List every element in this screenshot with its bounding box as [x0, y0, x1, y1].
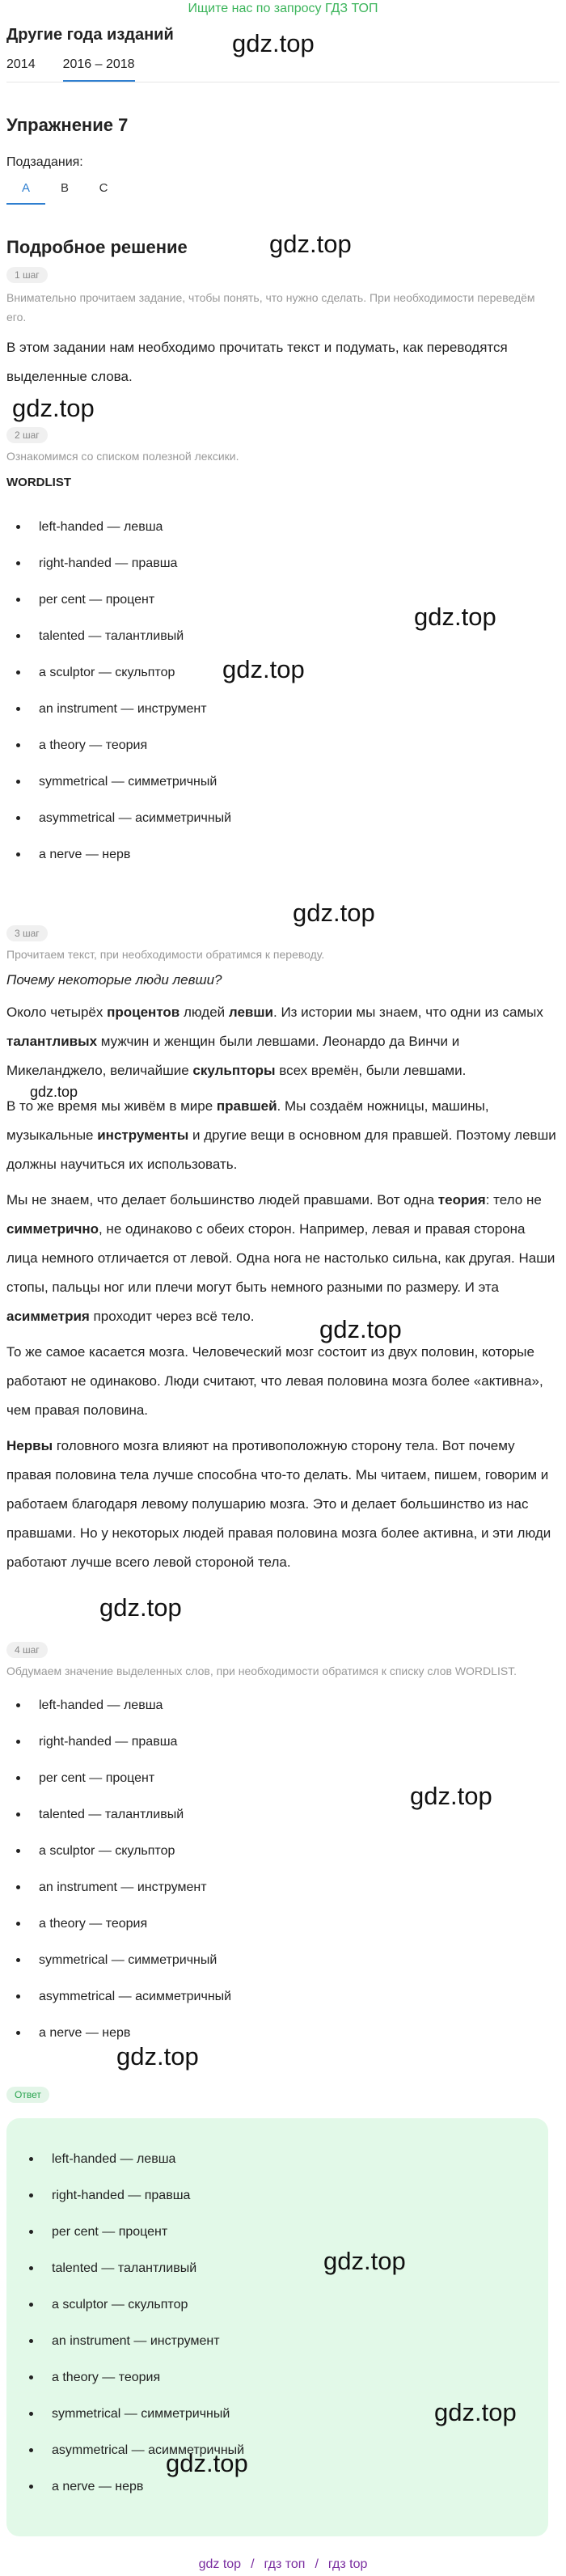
list-item: asymmetrical — асимметричный	[19, 2432, 548, 2468]
wordlist-1	[6, 509, 556, 873]
step-badge: 3 шаг	[6, 925, 48, 941]
list-item: a nerve — нерв	[6, 2015, 556, 2051]
footer-separator: /	[315, 2557, 319, 2571]
footer-links	[0, 2557, 566, 2572]
paragraph-5: Нервы головного мозга влияют на противоположную сторону тела. Вот почему правая половина тела лучше способна что-то делать. Мы читаем, пишем, говорим и работаем благодаря левому полушарию мозга. Это и делает большинство из нас правшами. Но у некоторых людей правая половина мозга более активна, и эти люди работают лучше всего левой стороной тела.	[6, 1438, 551, 1570]
step-3	[6, 925, 556, 1577]
list-item: a nerve — нерв	[19, 2468, 548, 2505]
list-item: talented — талантливый	[6, 618, 556, 654]
step-1	[6, 267, 556, 391]
footer-link[interactable]: gdz top	[198, 2557, 242, 2571]
years-selector	[6, 57, 566, 82]
step-hint: Внимательно прочитаем задание, чтобы понять, что нужно сделать. При необходимости переведём его.	[6, 291, 535, 324]
watermark: gdz.top	[99, 1593, 182, 1622]
footer-separator: /	[251, 2557, 255, 2571]
step-hint: Обдумаем значение выделенных слов, при необходимости обратимся к списку слов WORDLIST.	[6, 1664, 517, 1677]
list-item: a sculptor — скульптор	[19, 2286, 548, 2323]
wordlist-2	[6, 1687, 556, 2051]
watermark: gdz.top	[116, 2042, 199, 2071]
step-badge: 1 шаг	[6, 267, 48, 283]
top-banner[interactable]: Ищите нас по запросу ГДЗ ТОП	[188, 2, 378, 15]
list-item: per cent — процент	[19, 2214, 548, 2250]
watermark: gdz.top	[232, 29, 315, 57]
list-item: a theory — теория	[6, 1906, 556, 1942]
watermark: gdz.top	[434, 2398, 517, 2426]
answer-wordlist	[6, 2141, 548, 2505]
footer-link[interactable]: гдз top	[327, 2557, 368, 2571]
tab-c[interactable]: C	[99, 181, 108, 195]
list-item: right-handed — правша	[19, 2177, 548, 2214]
list-item: left-handed — левша	[19, 2141, 548, 2177]
wordlist-label: WORDLIST	[6, 476, 71, 489]
watermark: gdz.top	[323, 2247, 406, 2275]
list-item: asymmetrical — асимметричный	[6, 800, 556, 836]
list-item: a theory — теория	[6, 727, 556, 763]
list-item: a theory — теория	[19, 2359, 548, 2396]
list-item: symmetrical — симметричный	[6, 763, 556, 800]
watermark: gdz.top	[222, 655, 305, 683]
list-item: a nerve — нерв	[6, 836, 556, 873]
step-4	[6, 1642, 556, 2051]
step-hint: Ознакомимся со списком полезной лексики.	[6, 450, 239, 463]
list-item: right-handed — правша	[6, 545, 556, 582]
watermark: gdz.top	[30, 1084, 78, 1100]
text-question: Почему некоторые люди левши?	[6, 972, 222, 988]
tab-b[interactable]: B	[60, 181, 69, 195]
tab-a[interactable]: A	[6, 181, 45, 205]
list-item: symmetrical — симметричный	[6, 1942, 556, 1978]
exercise-title: Упражнение 7	[6, 115, 129, 135]
step-badge: 4 шаг	[6, 1642, 48, 1658]
list-item: talented — талантливый	[19, 2250, 548, 2286]
footer-link[interactable]: гдз топ	[264, 2557, 306, 2571]
year-2014[interactable]: 2014	[6, 57, 36, 71]
watermark: gdz.top	[293, 899, 375, 927]
step-text: В этом задании нам необходимо прочитать текст и подумать, как переводятся выделенные слова.	[6, 340, 508, 384]
watermark: gdz.top	[414, 603, 496, 631]
watermark: gdz.top	[166, 2449, 248, 2477]
answer-badge: Ответ	[6, 2087, 49, 2103]
watermark: gdz.top	[269, 230, 352, 258]
list-item: per cent — процент	[6, 582, 556, 618]
list-item: left-handed — левша	[6, 509, 556, 545]
paragraph-3: Мы не знаем, что делает большинство людей правшами. Вот одна теория: тело не симметрично, не одинаково с обеих сторон. Например, левая и правая сторона лица немного отличается от левой. Одна нога не настолько сильна, как другая. Наши стопы, пальцы ног или плечи могут быть немного разными по размеру. И эта асимметрия проходит через всё тело.	[6, 1192, 555, 1324]
paragraph-1: Около четырёх процентов людей левши. Из истории мы знаем, что одни из самых талантливых мужчин и женщин были левшами. Леонардо да Винчи и Микеланджело, величайшие скульпторы всех времён, были левшами.	[6, 1005, 543, 1078]
watermark: gdz.top	[12, 394, 95, 422]
step-hint: Прочитаем текст, при необходимости обратимся к переводу.	[6, 948, 325, 961]
subtasks-label: Подзадания:	[6, 155, 83, 169]
list-item: symmetrical — симметричный	[19, 2396, 548, 2432]
list-item: left-handed — левша	[6, 1687, 556, 1724]
step-badge: 2 шаг	[6, 427, 48, 443]
answer-header	[6, 2087, 556, 2103]
subtask-tabs	[6, 181, 566, 205]
paragraph-2: В то же время мы живём в мире правшей. Мы создаём ножницы, машины, музыкальные инструменты и другие вещи в основном для правшей. Поэтому левши должны научиться их использовать.	[6, 1098, 556, 1172]
answer-box	[6, 2118, 548, 2536]
list-item: an instrument — инструмент	[6, 691, 556, 727]
paragraph-4: То же самое касается мозга. Человеческий мозг состоит из двух половин, которые работают не одинаково. Люди считают, что левая половина мозга более «активна», чем правая половина.	[6, 1344, 543, 1418]
year-2016-2018[interactable]: 2016 – 2018	[63, 57, 135, 82]
list-item: an instrument — инструмент	[19, 2323, 548, 2359]
watermark: gdz.top	[319, 1315, 402, 1343]
list-item: right-handed — правша	[6, 1724, 556, 1760]
other-years-title: Другие года изданий	[6, 26, 174, 44]
watermark: gdz.top	[410, 1782, 492, 1810]
solution-title: Подробное решение	[6, 237, 188, 257]
list-item: talented — талантливый	[6, 1796, 556, 1833]
list-item: per cent — процент	[6, 1760, 556, 1796]
list-item: a sculptor — скульптор	[6, 654, 556, 691]
list-item: an instrument — инструмент	[6, 1869, 556, 1906]
list-item: a sculptor — скульптор	[6, 1833, 556, 1869]
step-2	[6, 427, 556, 873]
list-item: asymmetrical — асимметричный	[6, 1978, 556, 2015]
